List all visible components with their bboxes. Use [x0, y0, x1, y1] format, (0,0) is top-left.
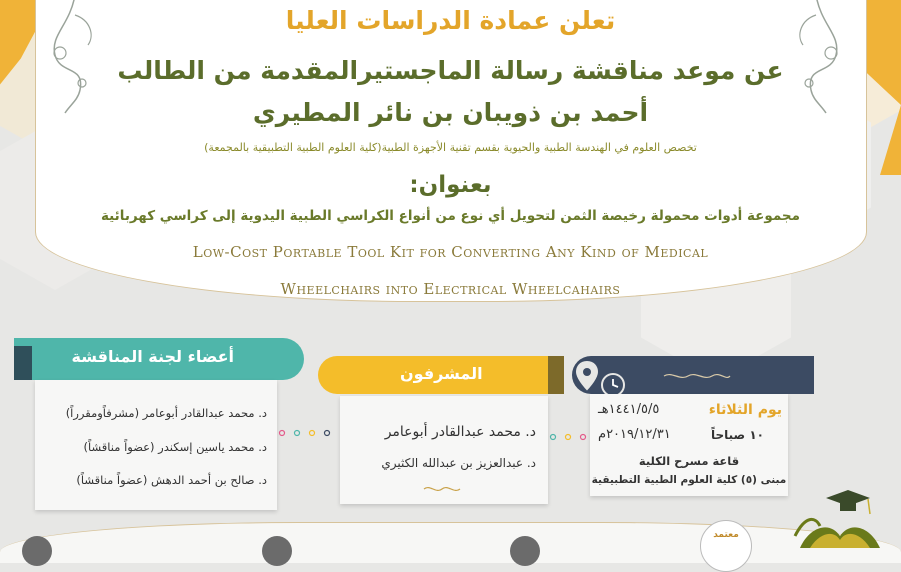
- tab-strip-decoration: [548, 356, 564, 394]
- student-name: أحمد بن ذويبان بن نائر المطيري: [252, 98, 649, 127]
- specialization-text: تخصص العلوم في الهندسة الطبية والحيوية بقسم تقنية الأجهزة الطبية(كلية العلوم الطبية التطبيقية بالمجمعة): [204, 141, 697, 154]
- tab-strip-decoration: [14, 346, 32, 380]
- committee-member: د. محمد ياسين إسكندر (عضواً مناقشاً): [83, 440, 267, 454]
- hijri-date: ١٤٤١/٥/٥هـ: [598, 402, 660, 417]
- accreditation-label: معتمد: [713, 530, 739, 540]
- supervisors-heading: المشرفون: [400, 364, 483, 383]
- thesis-title-english-line1: Low-Cost Portable Tool Kit for Converting Any Kind of Medical: [192, 243, 709, 261]
- schedule-card: [590, 394, 788, 496]
- ornament-icon: [422, 484, 462, 494]
- footer-circle-icon: [262, 536, 292, 566]
- committee-tab: [14, 338, 304, 380]
- supervisors-tab: [318, 356, 564, 394]
- title-label: بعنوان:: [409, 172, 492, 198]
- day-label: يوم الثلاثاء: [708, 402, 782, 418]
- connector-dots: [277, 428, 341, 438]
- committee-heading: أعضاء لجنة المناقشة: [71, 347, 234, 366]
- supervisor-name: د. محمد عبدالقادر أبوعامر: [384, 424, 536, 440]
- accreditation-seal: [700, 520, 752, 572]
- footer-circle-icon: [22, 536, 52, 566]
- supervisors-card: [340, 396, 548, 504]
- university-logo-icon: [790, 476, 890, 548]
- building-label: مبنى (٥) كلية العلوم الطبية التطبيقية: [591, 474, 787, 486]
- committee-member: د. صالح بن أحمد الدهش (عضواً مناقشاً): [76, 473, 267, 487]
- committee-card: [35, 380, 277, 510]
- subject-heading: عن موعد مناقشة رسالة الماجستيرالمقدمة من الطالب: [117, 56, 784, 85]
- thesis-title-arabic: مجموعة أدوات محمولة رخيصة الثمن لتحويل أي نوع من أنواع الكراسي الطبية اليدوية إلى كراسي كهربائية: [100, 208, 801, 224]
- gregorian-date: ٢٠١٩/١٢/٣١م: [598, 427, 671, 442]
- venue-label: قاعة مسرح الكلية: [638, 454, 740, 468]
- announcer-heading: تعلن عمادة الدراسات العليا: [285, 6, 616, 35]
- committee-member: د. محمد عبدالقادر أبوعامر (مشرفاًومقرراً): [65, 406, 267, 420]
- ornament-icon: [662, 371, 732, 381]
- location-pin-icon: [572, 358, 602, 394]
- connector-dots: [548, 432, 588, 442]
- thesis-title-english-line2: Wheelchairs into Electrical Wheelcahairs: [280, 280, 621, 298]
- footer-band: [0, 522, 901, 563]
- footer-circle-icon: [510, 536, 540, 566]
- supervisor-name: د. عبدالعزيز بن عبدالله الكثيري: [381, 456, 536, 470]
- time-label: ١٠ صباحاً: [711, 428, 764, 442]
